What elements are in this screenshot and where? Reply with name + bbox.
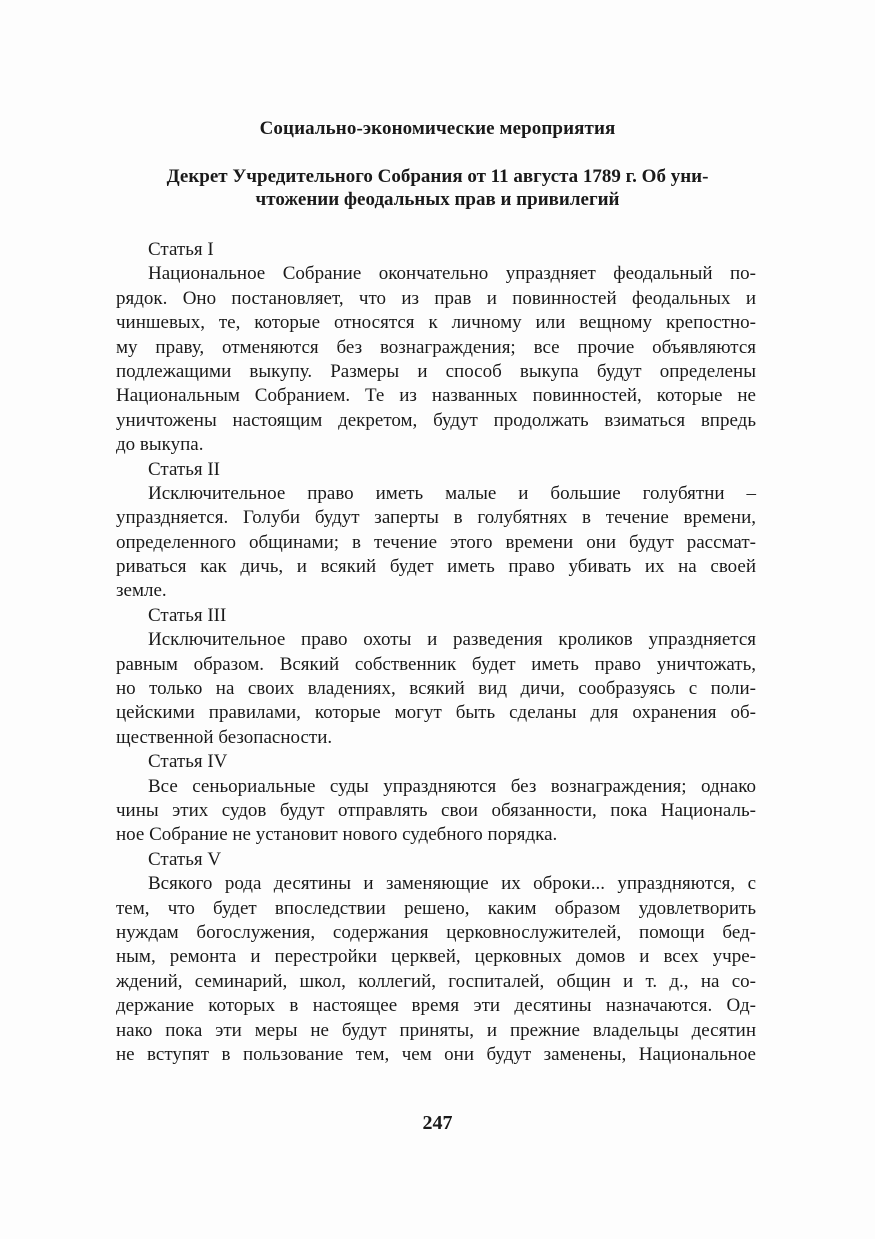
article-text-line: цейскими правилами, которые могут быть сделаны для охранения об- bbox=[116, 702, 756, 724]
article-text-line: чины этих судов будут отправлять свои обязанности, пока Националь- bbox=[116, 799, 756, 821]
article-text-line: уничтожены настоящим декретом, будут продолжать взиматься впредь bbox=[116, 409, 756, 431]
article-text-line: Всякого рода десятины и заменяющие их оброки... упраздняются, с bbox=[148, 873, 756, 895]
article-text-line: ным, ремонта и перестройки церквей, церковных домов и всех учре- bbox=[116, 946, 756, 968]
article-text-line: но только на своих владениях, всякий вид дичи, сообразуясь с поли- bbox=[116, 678, 756, 700]
article-text-line: чиншевых, те, которые относятся к личному или вещному крепостно- bbox=[116, 312, 756, 334]
article-text-line: ное Собрание не установит нового судебного порядка. bbox=[116, 824, 558, 846]
article-text-line: подлежащими выкупу. Размеры и способ выкупа будут определены bbox=[116, 360, 756, 382]
article-text-line: рядок. Оно постановляет, что из прав и повинностей феодальных и bbox=[116, 287, 756, 309]
article-text-line: Национальное Собрание окончательно упраздняет феодальный по- bbox=[148, 263, 756, 285]
article-text-line: держание которых в настоящее время эти десятины назначаются. Од- bbox=[116, 995, 756, 1017]
article-text-line: Национальным Собранием. Те из названных повинностей, которые не bbox=[116, 385, 756, 407]
document-body bbox=[116, 238, 756, 1067]
article bbox=[116, 848, 756, 1068]
article-text-line: упраздняется. Голуби будут заперты в голубятнях в течение времени, bbox=[116, 507, 756, 529]
document-title bbox=[130, 165, 745, 211]
article-text-line: Исключительное право иметь малые и большие голубятни – bbox=[148, 482, 756, 504]
document-title-line: чтожении феодальных прав и привилегий bbox=[255, 189, 620, 210]
article-text-line: определенного общинами; в течение этого времени они будут рассмат- bbox=[116, 531, 756, 553]
article-text-line: му праву, отменяются без вознаграждения; все прочие объявляются bbox=[116, 336, 756, 358]
article-heading: Статья I bbox=[148, 239, 214, 260]
article-text-line: не вступят в пользование тем, чем они будут заменены, Национальное bbox=[116, 1043, 756, 1065]
article-text-line: риваться как дичь, и всякий будет иметь право убивать их на своей bbox=[116, 556, 756, 578]
article bbox=[116, 750, 756, 848]
article-text-line: земле. bbox=[116, 580, 167, 602]
article-text-line: Исключительное право охоты и разведения кроликов упраздняется bbox=[148, 629, 756, 651]
page-number: 247 bbox=[422, 1112, 453, 1134]
article-text-line: до выкупа. bbox=[116, 434, 204, 456]
article-text-line: тем, что будет впоследствии решено, каким образом удовлетворить bbox=[116, 897, 756, 919]
article-heading: Статья III bbox=[148, 604, 227, 626]
section-title: Социально-экономические мероприятия bbox=[259, 118, 616, 139]
article-heading: Статья V bbox=[148, 848, 222, 870]
article bbox=[116, 604, 756, 750]
article-heading: Статья IV bbox=[148, 751, 228, 773]
article-text-line: Все сеньориальные суды упраздняются без вознаграждения; однако bbox=[148, 775, 756, 797]
article-text-line: нако пока эти меры не будут приняты, и прежние владельцы десятин bbox=[116, 1019, 756, 1041]
article bbox=[116, 458, 756, 604]
article-text-line: равным образом. Всякий собственник будет иметь право уничтожать, bbox=[116, 653, 756, 675]
article-heading: Статья II bbox=[148, 458, 221, 480]
article-text-line: щественной безопасности. bbox=[116, 726, 333, 748]
document-title-line: Декрет Учредительного Собрания от 11 августа 1789 г. Об уни- bbox=[166, 166, 709, 187]
article-text-line: ждений, семинарий, школ, коллегий, госпиталей, общин и т. д., на со- bbox=[116, 970, 756, 992]
article-text-line: нуждам богослужения, содержания церковнослужителей, помощи бед- bbox=[116, 921, 756, 943]
article bbox=[116, 238, 756, 458]
